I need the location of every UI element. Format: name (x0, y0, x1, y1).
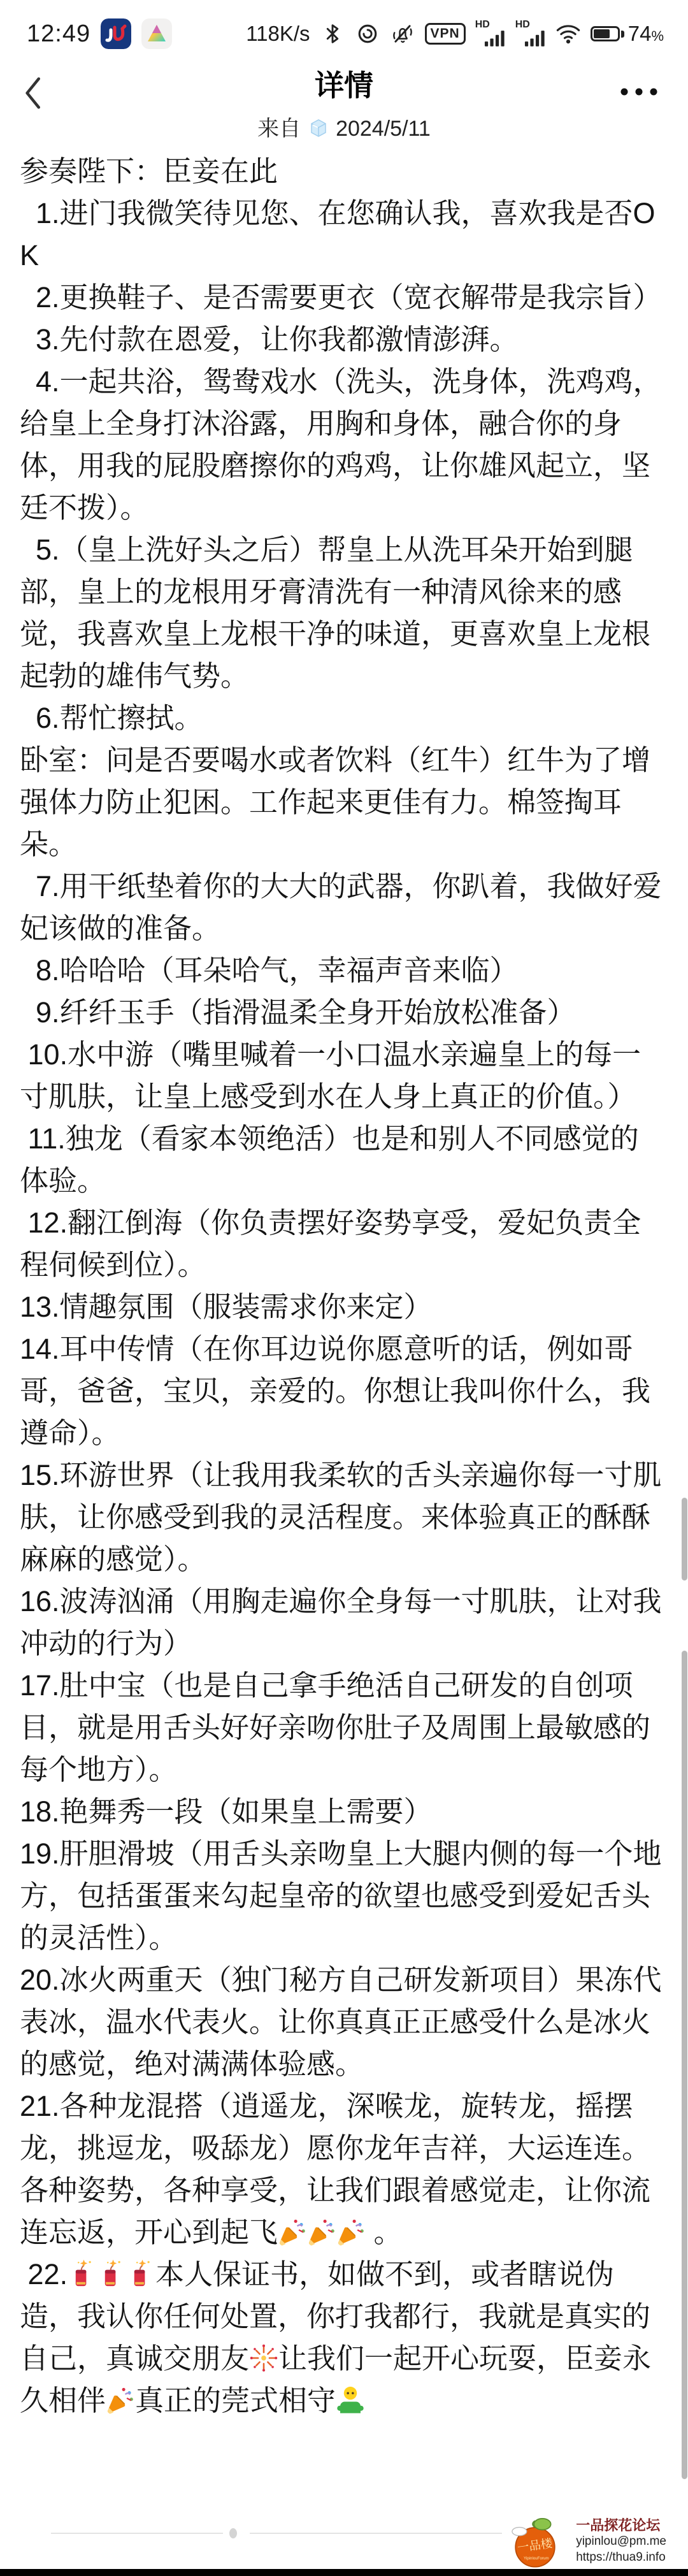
battery-body (591, 26, 620, 41)
detail-text (0, 147, 688, 2422)
paragraph: 15.环游世界（让我用我柔软的舌头亲遍你每一寸肌肤，让你感受到我的灵活程度。来体验真正的酥酥麻麻的感觉）。 (20, 1459, 662, 1575)
paragraph: 9.纤纤玉手（指滑温柔全身开始放松准备） (20, 996, 576, 1029)
clock: 12:49 (27, 20, 91, 47)
footer-divider-dot (229, 2528, 237, 2538)
network-speed: 118K/s (246, 22, 310, 45)
hd-volte-label: HD (515, 19, 530, 30)
paragraph: 18.艳舞秀一段（如果皇上需要） (20, 1795, 433, 1828)
status-bar-left (27, 18, 172, 49)
paragraph: 8.哈哈哈（耳朵哈气，幸福声音来临） (20, 954, 519, 987)
paragraph: 4.一起共浴，鸳鸯戏水（洗头，洗身体，洗鸡鸡，给皇上全身打沐浴露，用胸和身体，融合你的身体，用我的屁股磨擦你的鸡鸡，让你雄风起立，坚廷不拨）。 (20, 365, 662, 524)
forum-url: https://thua9.info (576, 2551, 666, 2564)
footer-divider (51, 2533, 223, 2534)
notification-app-icon-blue (101, 18, 131, 49)
scrollbar[interactable] (682, 1498, 687, 1581)
forum-logo-subtext: YipinlouForum (524, 2556, 549, 2561)
paragraph: 20.冰火两重天（独门秘方自己研发新项目）果冻代表冰，温水代表火。让你真真正正感受什么是冰火的感觉，绝对满满体验感。 (20, 1964, 662, 2080)
paragraph: 11.独龙（看家本领绝活）也是和别人不同感觉的体验。 (20, 1122, 639, 1197)
cellular-signal-1 (475, 19, 506, 48)
status-bar-right (246, 19, 664, 48)
paragraph: 22. 本人保证书，如做不到，或者瞎说伪造，我认你任何处置，你打我都行，我就是真实的自己，真诚交朋友 让我们一起开心玩耍，臣妾永久相伴 真正的莞式相守 (20, 2258, 652, 2417)
forum-contact-block (576, 2514, 666, 2565)
paragraph: 14.耳中传情（在你耳边说你愿意听的话，例如哥哥，爸爸，宝贝，亲爱的。你想让我叫你什么，我遵命）。 (20, 1333, 651, 1449)
battery-percent-value: 74 (627, 22, 652, 45)
battery-tip (621, 31, 624, 38)
forum-watermark (506, 2514, 666, 2570)
battery-fill (594, 29, 610, 38)
paragraph: 7.用干纸垫着你的大大的武器，你趴着，我做好爱妃该做的准备。 (20, 870, 662, 944)
mute-vibrate-icon (390, 21, 415, 47)
data-saver-icon (355, 21, 380, 47)
paragraph: 17.肚中宝（也是自己拿手绝活自己研发的自创项目，就是用舌头好好亲吻你肚子及周围上最敏感的每个地方）。 (20, 1669, 651, 1786)
gesture-bar (0, 2569, 688, 2576)
page-title: 详情 (315, 69, 373, 102)
paragraph: 卧室：问是否要喝水或者饮料（红牛）红牛为了增强体力防止犯困。工作起来更佳有力。棉签掏耳朵。 (20, 744, 651, 860)
paragraph: 19.肝胆滑坡（用舌头亲吻皇上大腿内侧的每一个地方，包括蛋蛋来勾起皇帝的欲望也感受到爱妃舌头的灵活性）。 (20, 1837, 662, 1954)
party-popper-emoji (336, 2216, 366, 2245)
party-popper-emoji (106, 2384, 135, 2413)
vpn-badge: VPN (425, 23, 466, 45)
forum-logo-text: 一品楼 (516, 2536, 554, 2555)
party-popper-emoji (307, 2216, 336, 2245)
party-popper-emoji (278, 2216, 307, 2245)
paragraph: 13.情趣氛围（服装需求你来定） (20, 1291, 433, 1323)
firecracker-emoji (97, 2258, 126, 2287)
forum-name: 一品探花论坛 (576, 2517, 661, 2533)
cellular-signal-2 (515, 19, 546, 48)
notification-app-icon-triangle (141, 18, 172, 49)
paragraph: 21.各种龙混搭（逍遥龙，深喉龙，旋转龙，摇摆龙，挑逗龙，吸舔龙）愿你龙年吉祥，大运连连。各种姿势，各种享受，让我们跟着感觉走，让你流连忘返，开心到起飞 。 (20, 2090, 651, 2248)
battery-icon (591, 22, 664, 46)
scrollbar[interactable] (682, 1651, 687, 2479)
paragraph: 3.先付款在恩爱，让你我都激情澎湃。 (20, 323, 519, 356)
paragraph: 12.翻江倒海（你负责摆好姿势享受，爱妃负责全程伺候到位）。 (20, 1206, 641, 1281)
paragraph: 1.进门我微笑待见您、在您确认我，喜欢我是否OK (20, 197, 656, 271)
nav-bar (0, 59, 688, 147)
battery-percent (628, 22, 664, 46)
wifi-icon (555, 21, 581, 47)
paragraph: 6.帮忙擦拭。 (20, 702, 203, 734)
person-emoji (336, 2384, 365, 2413)
nav-subtitle: 来自 2024/5/11 (257, 117, 431, 141)
firecracker-emoji (126, 2258, 155, 2287)
bluetooth-icon (320, 21, 345, 47)
footer-divider (250, 2533, 502, 2534)
paragraph: 10.水中游（嘴里喊着一小口温水亲遍皇上的每一寸肌肤，让皇上感受到水在人身上真正的价值。） (20, 1038, 641, 1113)
paragraph: 参奏陛下：臣妾在此 (20, 155, 278, 187)
forum-email: yipinlou@pm.me (576, 2535, 666, 2548)
paragraph: 16.波涛汹涌（用胸走遍你全身每一寸肌肤，让对我冲动的行为） (20, 1585, 662, 1660)
paragraph: 5.（皇上洗好头之后）帮皇上从洗耳朵开始到腿部，皇上的龙根用牙膏清洗有一种清风徐来的感觉，我喜欢皇上龙根干净的味道，更喜欢皇上龙根起勃的雄伟气势。 (20, 533, 651, 692)
nav-title-block (0, 62, 688, 142)
fireworks-emoji (249, 2342, 278, 2371)
percent-sign: % (651, 28, 664, 44)
paragraph: 2.更换鞋子、是否需要更衣（宽衣解带是我宗旨） (20, 281, 662, 314)
firecracker-emoji (68, 2258, 97, 2287)
more-menu-button[interactable] (619, 87, 659, 97)
hd-volte-label: HD (475, 19, 490, 30)
status-bar (0, 0, 688, 59)
ice-cube-emoji (307, 117, 330, 140)
forum-logo (506, 2514, 564, 2570)
